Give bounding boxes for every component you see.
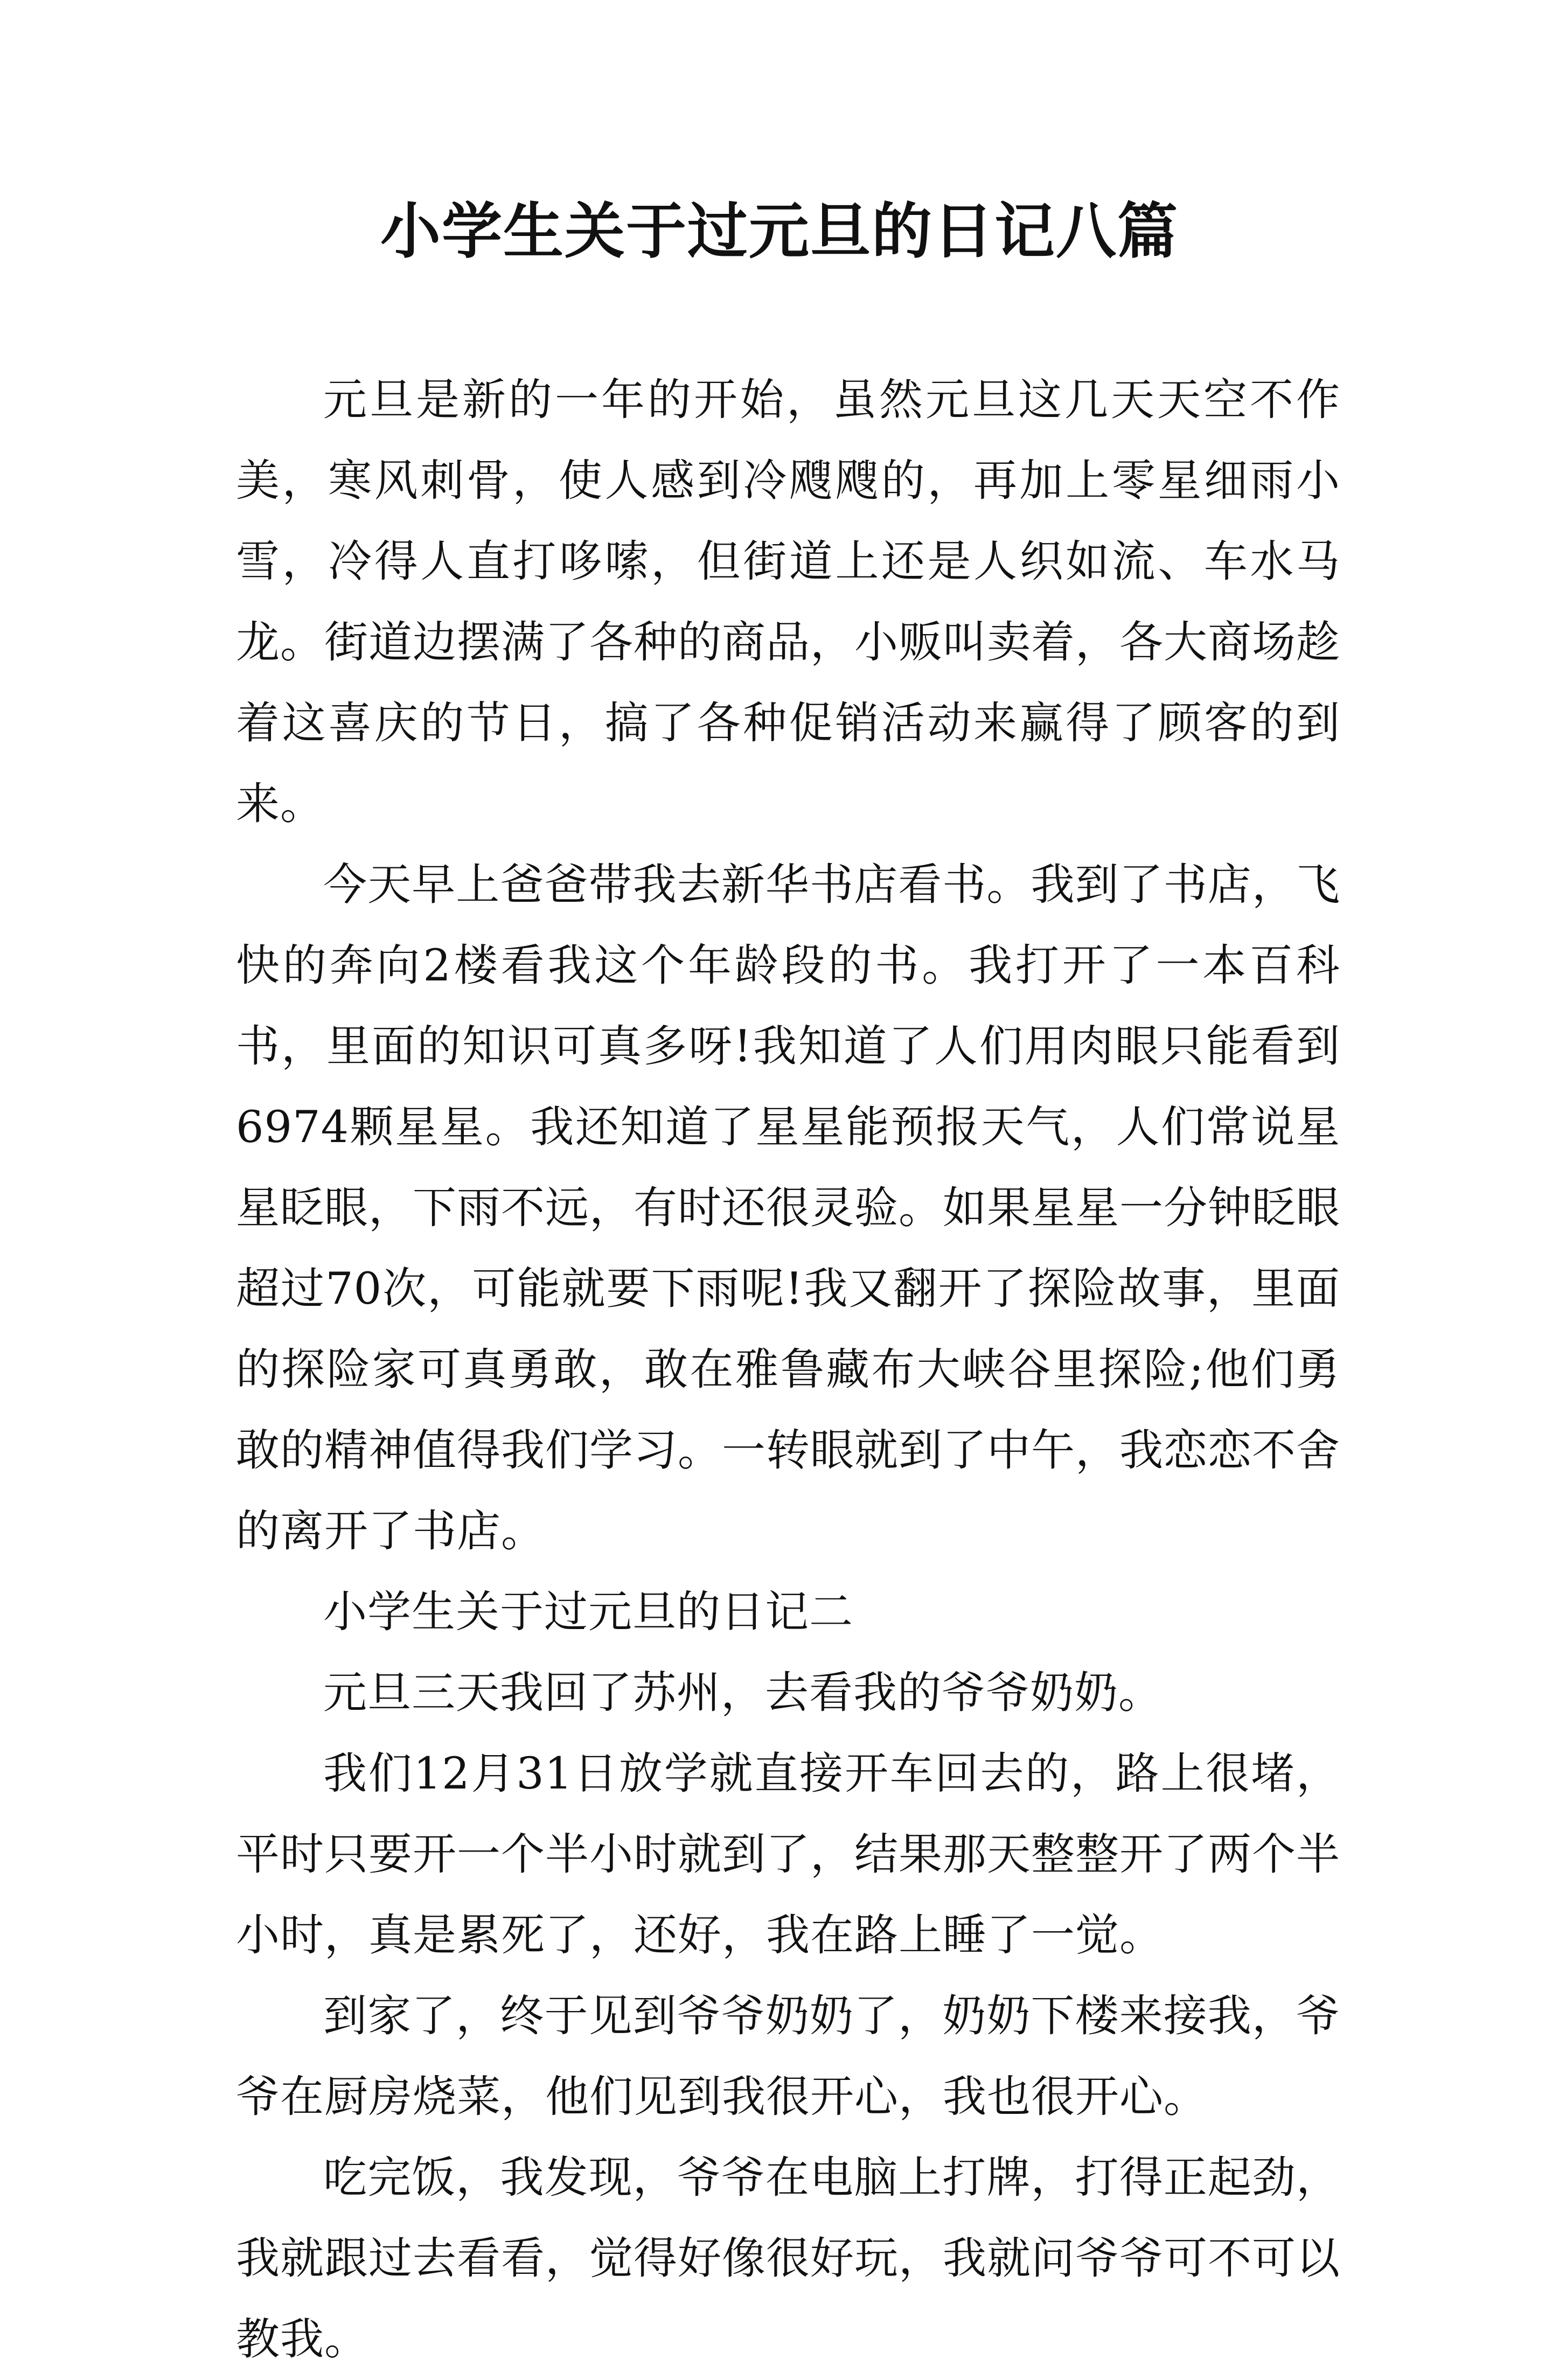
paragraph: 我们12月31日放学就直接开车回去的，路上很堵，平时只要开一个半小时就到了，结果那天整整开了两个半小时，真是累死了，还好，我在路上睡了一觉。 <box>236 1749 1341 1961</box>
document-body <box>236 360 1340 2380</box>
paragraph: 吃完饭，我发现，爷爷在电脑上打牌，打得正起劲，我就跟过去看看，觉得好像很好玩，我就问爷爷可不可以教我。 <box>236 2153 1341 2365</box>
section-heading: 小学生关于过元旦的日记二 <box>323 1587 854 1638</box>
paragraph: 元旦是新的一年的开始，虽然元旦这几天天空不作美，寒风刺骨，使人感到冷飕飕的，再加上零星细雨小雪，冷得人直打哆嗦，但街道上还是人织如流、车水马龙。街道边摆满了各种的商品，小贩叫卖着，各大商场趁着这喜庆的节日，搞了各种促销活动来赢得了顾客的到来。 <box>236 375 1341 830</box>
document-title: 小学生关于过元旦的日记八篇 <box>380 196 1179 267</box>
paragraph: 到家了，终于见到爷爷奶奶了，奶奶下楼来接我，爷爷在厨房烧菜，他们见到我很开心，我也很开心。 <box>236 1991 1340 2122</box>
paragraph: 元旦三天我回了苏州，去看我的爷爷奶奶。 <box>323 1668 1163 1718</box>
paragraph: 今天早上爸爸带我去新华书店看书。我到了书店，飞快的奔向2楼看我这个年龄段的书。我打开了一本百科书，里面的知识可真多呀!我知道了人们用肉眼只能看到6974颗星星。我还知道了星星能预报天气，人们常说星星眨眼，下雨不远，有时还很灵验。如果星星一分钟眨眼超过70次，可能就要下雨呢!我又翻开了探险故事，里面的探险家可真勇敢，敢在雅鲁藏布大峡谷里探险;他们勇敢的精神值得我们学习。一转眼就到了中午，我恋恋不舍的离开了书店。 <box>236 860 1341 1557</box>
